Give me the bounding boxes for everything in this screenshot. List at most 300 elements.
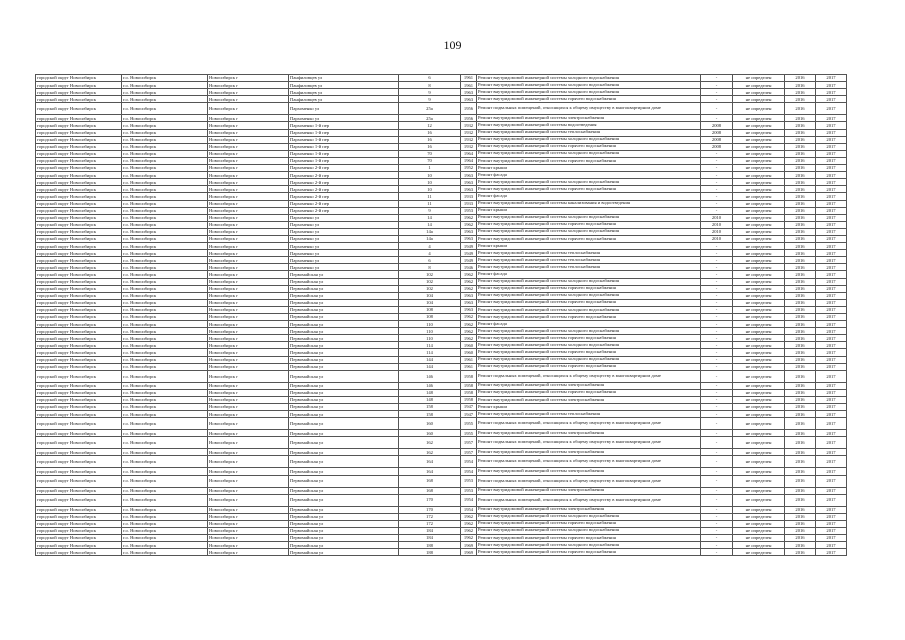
plan-end-cell: 2017 [816,179,847,186]
house-number-cell: 11 [399,193,461,200]
work-type-cell: Ремонт крыши [477,165,701,172]
cost-cell: не определен [733,96,785,103]
cost-cell: не определен [733,89,785,96]
cost-cell: не определен [733,506,785,513]
house-number-cell: 146 [399,370,461,382]
last-repair-year-cell: - [701,103,733,115]
table-row [36,356,847,363]
plan-end-cell: 2017 [816,314,847,321]
build-year-cell: 1956 [461,103,477,115]
city-cell: Новосибирск г [208,411,289,418]
table-row [36,250,847,257]
city-cell: Новосибирск г [208,542,289,549]
last-repair-year-cell: - [701,328,733,335]
plan-end-cell: 2017 [816,271,847,278]
build-year-cell: 1953 [461,475,477,487]
build-year-cell: 1962 [461,527,477,534]
city-cell: Новосибирск г [208,534,289,541]
municipality-cell: городской округ Новосибирск [36,96,122,103]
last-repair-year-cell: - [701,96,733,103]
house-number-cell: 158 [399,411,461,418]
build-year-cell: 1969 [461,549,477,556]
last-repair-year-cell: - [701,165,733,172]
work-type-cell: Ремонт подвальных помещений, относящихся к общему имуществу в многоквартирном доме [477,103,701,115]
city-cell: Новосибирск г [208,321,289,328]
cost-cell: не определен [733,243,785,250]
house-number-cell: 1 [399,165,461,172]
table-row [36,235,847,242]
table-row [36,179,847,186]
plan-start-cell: 2016 [785,542,816,549]
municipality-cell: городской округ Новосибирск [36,75,122,82]
table-row [36,278,847,285]
district-cell: г.о. Новосибирск [122,342,208,349]
street-cell: Первомайская ул [289,411,399,418]
district-cell: г.о. Новосибирск [122,200,208,207]
street-cell: Пархоменко 2-й пер [289,207,399,214]
plan-end-cell: 2017 [816,456,847,468]
work-type-cell: Ремонт внутридомовой инженерной системы электроснабжения [477,506,701,513]
city-cell: Новосибирск г [208,96,289,103]
work-type-cell: Ремонт подвальных помещений, относящихся к общему имуществу в многоквартирном доме [477,370,701,382]
work-type-cell: Ремонт фасада [477,172,701,179]
city-cell: Новосибирск г [208,299,289,306]
build-year-cell: 1958 [461,389,477,396]
work-type-cell: Ремонт подвальных помещений, относящихся к общему имуществу в многоквартирном доме [477,456,701,468]
street-cell: Панфиловцев ул [289,75,399,82]
city-cell: Новосибирск г [208,468,289,475]
table-row [36,549,847,556]
cost-cell: не определен [733,157,785,164]
street-cell: Пархоменко 1-й пер [289,129,399,136]
municipality-cell: городской округ Новосибирск [36,165,122,172]
work-type-cell: Ремонт внутридомовой инженерной системы холодного водоснабжения [477,356,701,363]
plan-end-cell: 2017 [816,306,847,313]
house-number-cell: 170 [399,506,461,513]
build-year-cell: 1962 [461,285,477,292]
street-cell: Первомайская ул [289,271,399,278]
street-cell: Пархоменко ул [289,257,399,264]
plan-end-cell: 2017 [816,520,847,527]
plan-start-cell: 2016 [785,342,816,349]
build-year-cell: 1963 [461,172,477,179]
city-cell: Новосибирск г [208,292,289,299]
plan-end-cell: 2017 [816,299,847,306]
city-cell: Новосибирск г [208,235,289,242]
city-cell: Новосибирск г [208,449,289,456]
house-number-cell: 114 [399,342,461,349]
cost-cell: не определен [733,306,785,313]
district-cell: г.о. Новосибирск [122,468,208,475]
house-number-cell: 184 [399,527,461,534]
plan-end-cell: 2017 [816,75,847,82]
table-row [36,520,847,527]
plan-start-cell: 2016 [785,207,816,214]
last-repair-year-cell: 2008 [701,122,733,129]
cost-cell: не определен [733,292,785,299]
last-repair-year-cell: 2010 [701,221,733,228]
cost-cell: не определен [733,235,785,242]
district-cell: г.о. Новосибирск [122,494,208,506]
build-year-cell: 1949 [461,250,477,257]
district-cell: г.о. Новосибирск [122,370,208,382]
municipality-cell: городской округ Новосибирск [36,235,122,242]
last-repair-year-cell: - [701,411,733,418]
build-year-cell: 1962 [461,221,477,228]
build-year-cell: 1962 [461,214,477,221]
last-repair-year-cell: - [701,356,733,363]
municipality-cell: городской округ Новосибирск [36,82,122,89]
table-row [36,299,847,306]
plan-end-cell: 2017 [816,136,847,143]
plan-start-cell: 2016 [785,228,816,235]
district-cell: г.о. Новосибирск [122,542,208,549]
city-cell: Новосибирск г [208,306,289,313]
municipality-cell: городской округ Новосибирск [36,257,122,264]
house-number-cell: 162 [399,437,461,449]
build-year-cell: 1963 [461,89,477,96]
house-number-cell: 184 [399,534,461,541]
city-cell: Новосибирск г [208,172,289,179]
plan-start-cell: 2016 [785,449,816,456]
table-row [36,475,847,487]
district-cell: г.о. Новосибирск [122,75,208,82]
municipality-cell: городской округ Новосибирск [36,389,122,396]
city-cell: Новосибирск г [208,520,289,527]
table-row [36,411,847,418]
cost-cell: не определен [733,456,785,468]
city-cell: Новосибирск г [208,475,289,487]
plan-start-cell: 2016 [785,513,816,520]
build-year-cell: 1963 [461,299,477,306]
municipality-cell: городской округ Новосибирск [36,449,122,456]
last-repair-year-cell: - [701,468,733,475]
municipality-cell: городской округ Новосибирск [36,370,122,382]
street-cell: Первомайская ул [289,520,399,527]
plan-start-cell: 2016 [785,278,816,285]
last-repair-year-cell: - [701,430,733,437]
plan-start-cell: 2016 [785,468,816,475]
work-type-cell: Ремонт внутридомовой инженерной системы горячего водоснабжения [477,314,701,321]
district-cell: г.о. Новосибирск [122,534,208,541]
cost-cell: не определен [733,264,785,271]
district-cell: г.о. Новосибирск [122,418,208,430]
street-cell: Первомайская ул [289,456,399,468]
municipality-cell: городской округ Новосибирск [36,250,122,257]
plan-end-cell: 2017 [816,437,847,449]
district-cell: г.о. Новосибирск [122,214,208,221]
table-row [36,157,847,164]
work-type-cell: Ремонт крыши [477,207,701,214]
house-number-cell: 108 [399,314,461,321]
street-cell: Первомайская ул [289,404,399,411]
house-number-cell: 25а [399,103,461,115]
city-cell: Новосибирск г [208,179,289,186]
municipality-cell: городской округ Новосибирск [36,243,122,250]
cost-cell: не определен [733,129,785,136]
municipality-cell: городской округ Новосибирск [36,115,122,122]
city-cell: Новосибирск г [208,82,289,89]
table-row [36,418,847,430]
municipality-cell: городской округ Новосибирск [36,264,122,271]
city-cell: Новосибирск г [208,150,289,157]
build-year-cell: 1962 [461,328,477,335]
municipality-cell: городской округ Новосибирск [36,527,122,534]
plan-end-cell: 2017 [816,235,847,242]
municipality-cell: городской округ Новосибирск [36,143,122,150]
last-repair-year-cell: - [701,250,733,257]
municipality-cell: городской округ Новосибирск [36,342,122,349]
last-repair-year-cell: - [701,527,733,534]
table-row [36,103,847,115]
street-cell: Первомайская ул [289,430,399,437]
build-year-cell: 1947 [461,411,477,418]
street-cell: Первомайская ул [289,306,399,313]
plan-start-cell: 2016 [785,271,816,278]
street-cell: Пархоменко 1-й пер [289,157,399,164]
table-row [36,335,847,342]
district-cell: г.о. Новосибирск [122,278,208,285]
city-cell: Новосибирск г [208,363,289,370]
plan-end-cell: 2017 [816,513,847,520]
plan-end-cell: 2017 [816,363,847,370]
work-type-cell: Ремонт внутридомовой инженерной системы холодного водоснабжения [477,89,701,96]
district-cell: г.о. Новосибирск [122,396,208,403]
table-row [36,122,847,129]
build-year-cell: 1955 [461,430,477,437]
plan-start-cell: 2016 [785,506,816,513]
city-cell: Новосибирск г [208,328,289,335]
city-cell: Новосибирск г [208,257,289,264]
work-type-cell: Ремонт внутридомовой инженерной системы горячего водоснабжения [477,186,701,193]
street-cell: Первомайская ул [289,506,399,513]
city-cell: Новосибирск г [208,494,289,506]
build-year-cell: 1961 [461,75,477,82]
district-cell: г.о. Новосибирск [122,299,208,306]
plan-start-cell: 2016 [785,494,816,506]
plan-start-cell: 2016 [785,235,816,242]
table-row [36,404,847,411]
street-cell: Пархоменко ул [289,264,399,271]
municipality-cell: городской округ Новосибирск [36,437,122,449]
plan-start-cell: 2016 [785,370,816,382]
work-type-cell: Ремонт внутридомовой инженерной системы холодного водоснабжения [477,150,701,157]
table-row [36,193,847,200]
city-cell: Новосибирск г [208,506,289,513]
plan-start-cell: 2016 [785,257,816,264]
table-body [36,75,847,556]
table-row [36,214,847,221]
table-row [36,349,847,356]
table-row [36,449,847,456]
cost-cell: не определен [733,475,785,487]
cost-cell: не определен [733,179,785,186]
build-year-cell: 1932 [461,129,477,136]
city-cell: Новосибирск г [208,487,289,494]
street-cell: Пархоменко ул [289,235,399,242]
street-cell: Пархоменко 1-й пер [289,143,399,150]
cost-cell: не определен [733,207,785,214]
plan-end-cell: 2017 [816,157,847,164]
plan-start-cell: 2016 [785,437,816,449]
municipality-cell: городской округ Новосибирск [36,186,122,193]
district-cell: г.о. Новосибирск [122,250,208,257]
cost-cell: не определен [733,186,785,193]
table-row [36,468,847,475]
cost-cell: не определен [733,221,785,228]
table-row [36,221,847,228]
house-number-cell: 102 [399,278,461,285]
house-number-cell: 172 [399,513,461,520]
municipality-cell: городской округ Новосибирск [36,549,122,556]
work-type-cell: Ремонт внутридомовой инженерной системы теплоснабжения [477,250,701,257]
cost-cell: не определен [733,115,785,122]
plan-start-cell: 2016 [785,382,816,389]
work-type-cell: Ремонт внутридомовой инженерной системы холодного водоснабжения [477,527,701,534]
plan-end-cell: 2017 [816,243,847,250]
municipality-cell: городской округ Новосибирск [36,193,122,200]
build-year-cell: 1962 [461,534,477,541]
work-type-cell: Ремонт внутридомовой инженерной системы электроснабжения [477,396,701,403]
city-cell: Новосибирск г [208,513,289,520]
last-repair-year-cell: - [701,75,733,82]
table-row [36,306,847,313]
house-number-cell: 188 [399,542,461,549]
last-repair-year-cell: - [701,549,733,556]
plan-end-cell: 2017 [816,506,847,513]
city-cell: Новосибирск г [208,349,289,356]
municipality-cell: городской округ Новосибирск [36,520,122,527]
table-row [36,186,847,193]
plan-end-cell: 2017 [816,82,847,89]
table-row [36,430,847,437]
city-cell: Новосибирск г [208,75,289,82]
last-repair-year-cell: - [701,157,733,164]
district-cell: г.о. Новосибирск [122,449,208,456]
table-row [36,257,847,264]
district-cell: г.о. Новосибирск [122,136,208,143]
municipality-cell: городской округ Новосибирск [36,228,122,235]
street-cell: Пархоменко ул [289,250,399,257]
city-cell: Новосибирск г [208,193,289,200]
last-repair-year-cell: - [701,257,733,264]
plan-start-cell: 2016 [785,349,816,356]
plan-start-cell: 2016 [785,122,816,129]
plan-start-cell: 2016 [785,363,816,370]
municipality-cell: городской округ Новосибирск [36,356,122,363]
cost-cell: не определен [733,527,785,534]
plan-end-cell: 2017 [816,494,847,506]
city-cell: Новосибирск г [208,165,289,172]
plan-end-cell: 2017 [816,396,847,403]
last-repair-year-cell: - [701,475,733,487]
plan-start-cell: 2016 [785,172,816,179]
table-row [36,207,847,214]
house-number-cell: 12 [399,122,461,129]
house-number-cell: 158 [399,404,461,411]
house-number-cell: 16 [399,136,461,143]
last-repair-year-cell: - [701,349,733,356]
last-repair-year-cell: - [701,382,733,389]
plan-start-cell: 2016 [785,328,816,335]
build-year-cell: 1946 [461,264,477,271]
table-row [36,82,847,89]
cost-cell: не определен [733,534,785,541]
plan-start-cell: 2016 [785,193,816,200]
plan-end-cell: 2017 [816,115,847,122]
cost-cell: не определен [733,549,785,556]
district-cell: г.о. Новосибирск [122,221,208,228]
district-cell: г.о. Новосибирск [122,228,208,235]
table-row [36,328,847,335]
street-cell: Первомайская ул [289,549,399,556]
district-cell: г.о. Новосибирск [122,150,208,157]
city-cell: Новосибирск г [208,404,289,411]
plan-start-cell: 2016 [785,157,816,164]
last-repair-year-cell: - [701,404,733,411]
work-type-cell: Ремонт внутридомовой инженерной системы холодного водоснабжения [477,228,701,235]
table-row [36,96,847,103]
cost-cell: не определен [733,437,785,449]
street-cell: Пархоменко ул [289,115,399,122]
plan-start-cell: 2016 [785,221,816,228]
last-repair-year-cell: 2010 [701,228,733,235]
page-number: 109 [443,38,462,52]
last-repair-year-cell: - [701,278,733,285]
district-cell: г.о. Новосибирск [122,186,208,193]
cost-cell: не определен [733,278,785,285]
last-repair-year-cell: - [701,513,733,520]
cost-cell: не определен [733,228,785,235]
house-number-cell: 10 [399,172,461,179]
city-cell: Новосибирск г [208,89,289,96]
municipality-cell: городской округ Новосибирск [36,306,122,313]
house-number-cell: 104 [399,292,461,299]
work-type-cell: Ремонт крыши [477,404,701,411]
city-cell: Новосибирск г [208,207,289,214]
street-cell: Первомайская ул [289,342,399,349]
table-row [36,534,847,541]
last-repair-year-cell: - [701,292,733,299]
table-row [36,271,847,278]
cost-cell: не определен [733,165,785,172]
house-number-cell: 14 [399,214,461,221]
street-cell: Первомайская ул [289,321,399,328]
work-type-cell: Ремонт внутридомовой инженерной системы горячего водоснабжения [477,363,701,370]
plan-start-cell: 2016 [785,75,816,82]
house-number-cell: 102 [399,285,461,292]
municipality-cell: городской округ Новосибирск [36,207,122,214]
cost-cell: не определен [733,299,785,306]
cost-cell: не определен [733,494,785,506]
street-cell: Первомайская ул [289,475,399,487]
cost-cell: не определен [733,370,785,382]
district-cell: г.о. Новосибирск [122,82,208,89]
city-cell: Новосибирск г [208,382,289,389]
house-number-cell: 160 [399,418,461,430]
table-row [36,172,847,179]
last-repair-year-cell: - [701,342,733,349]
work-type-cell: Ремонт подвальных помещений, относящихся к общему имуществу в многоквартирном доме [477,418,701,430]
plan-end-cell: 2017 [816,549,847,556]
district-cell: г.о. Новосибирск [122,513,208,520]
work-type-cell: Ремонт внутридомовой инженерной системы холодного водоснабжения [477,75,701,82]
plan-end-cell: 2017 [816,404,847,411]
plan-end-cell: 2017 [816,382,847,389]
plan-start-cell: 2016 [785,143,816,150]
district-cell: г.о. Новосибирск [122,356,208,363]
district-cell: г.о. Новосибирск [122,129,208,136]
